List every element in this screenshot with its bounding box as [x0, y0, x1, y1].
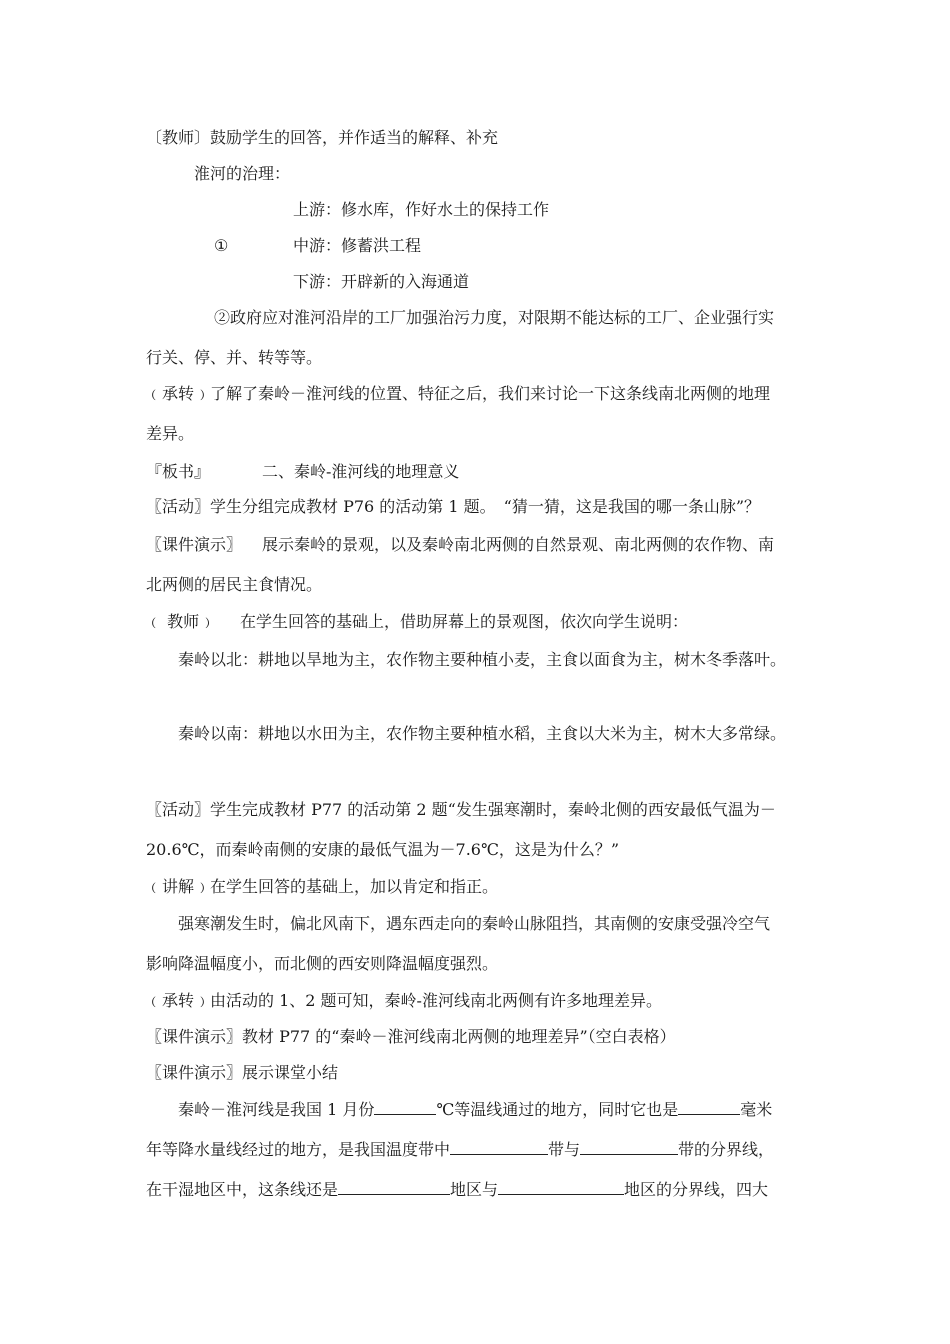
- paragraph-line: 秦岭以南：耕地以水田为主，农作物主要种植水稻，主食以大米为主，树木大多常绿。: [178, 724, 787, 743]
- fill-in-line: [146, 1140, 774, 1160]
- paragraph-line: 中游：修蓄洪工程: [293, 236, 422, 255]
- fill-in-blank[interactable]: [374, 1100, 436, 1115]
- fill-in-blank[interactable]: [580, 1140, 678, 1155]
- paragraph-line: 差异。: [146, 424, 195, 443]
- fill-in-blank[interactable]: [450, 1140, 548, 1155]
- paragraph-line: 秦岭以北：耕地以旱地为主，农作物主要种植小麦，主食以面食为主，树木冬季落叶。: [178, 650, 787, 669]
- paragraph-line: 影响降温幅度小，而北侧的西安则降温幅度强烈。: [146, 954, 499, 973]
- paragraph-line: 强寒潮发生时，偏北风南下，遇东西走向的秦岭山脉阻挡，其南侧的安康受强冷空气: [178, 914, 771, 933]
- fill-in-text: 年等降水量线经过的地方，是我国温度带中: [146, 1140, 451, 1159]
- fill-in-text: 带与: [548, 1140, 581, 1159]
- paragraph-line: ﹙讲解﹚在学生回答的基础上，加以肯定和指正。: [146, 877, 499, 896]
- fill-in-text: 毫米: [740, 1100, 773, 1119]
- fill-in-line: [146, 1180, 768, 1200]
- paragraph-line: 展示秦岭的景观，以及秦岭南北两侧的自然景观、南北两侧的农作物、南: [262, 535, 775, 554]
- paragraph-line: 淮河的治理：: [194, 164, 291, 183]
- paragraph-line: 〖课件演示〗教材 P77 的“秦岭－淮河线南北两侧的地理差异”（空白表格）: [146, 1027, 676, 1046]
- paragraph-line: 行关、停、并、转等等。: [146, 348, 323, 367]
- paragraph-line: 〖课件演示〗展示课堂小结: [146, 1063, 339, 1082]
- paragraph-line: 〖活动〗学生分组完成教材 P76 的活动第 1 题。 “猜一猜，这是我国的哪一条山脉”？: [146, 497, 761, 516]
- paragraph-line: 北两侧的居民主食情况。: [146, 575, 323, 594]
- paragraph-line: 〖活动〗学生完成教材 P77 的活动第 2 题“发生强寒潮时，秦岭北侧的西安最低气温为－: [146, 800, 776, 819]
- paragraph-line: 下游：开辟新的入海通道: [293, 272, 470, 291]
- fill-in-blank[interactable]: [678, 1100, 740, 1115]
- fill-in-text: 地区的分界线，四大: [624, 1180, 769, 1199]
- list-marker: ①: [214, 236, 229, 255]
- paragraph-line: 在学生回答的基础上，借助屏幕上的景观图，依次向学生说明：: [240, 612, 689, 631]
- fill-in-text: 秦岭－淮河线是我国 1 月份: [178, 1100, 375, 1119]
- paragraph-line: ﹙承转﹚了解了秦岭－淮河线的位置、特征之后，我们来讨论一下这条线南北两侧的地理: [146, 384, 771, 403]
- paragraph-line: 〔教师〕鼓励学生的回答，并作适当的解释、补充: [146, 128, 499, 147]
- section-heading: 二、秦岭-淮河线的地理意义: [262, 462, 460, 481]
- fill-in-blank[interactable]: [498, 1180, 624, 1195]
- paragraph-line: ﹙承转﹚由活动的 1、2 题可知，秦岭-淮河线南北两侧有许多地理差异。: [146, 991, 662, 1010]
- paragraph-line: 上游：修水库，作好水土的保持工作: [293, 200, 550, 219]
- board-tag: 『板书』: [146, 462, 211, 481]
- fill-in-text: ℃等温线通过的地方，同时它也是: [436, 1100, 679, 1119]
- fill-in-text: 地区与: [450, 1180, 499, 1199]
- fill-in-blank[interactable]: [338, 1180, 450, 1195]
- fill-in-text: 在干湿地区中，这条线还是: [146, 1180, 339, 1199]
- paragraph-line: 20.6℃，而秦岭南侧的安康的最低气温为－7.6℃，这是为什么？”: [146, 840, 620, 859]
- teacher-tag: ﹙ 教师﹚: [146, 612, 216, 631]
- paragraph-line: ②政府应对淮河沿岸的工厂加强治污力度，对限期不能达标的工厂、企业强行实: [214, 308, 775, 327]
- fill-in-text: 带的分界线，: [678, 1140, 775, 1159]
- fill-in-line: [178, 1100, 772, 1120]
- slide-tag: 〖课件演示〗: [146, 535, 243, 554]
